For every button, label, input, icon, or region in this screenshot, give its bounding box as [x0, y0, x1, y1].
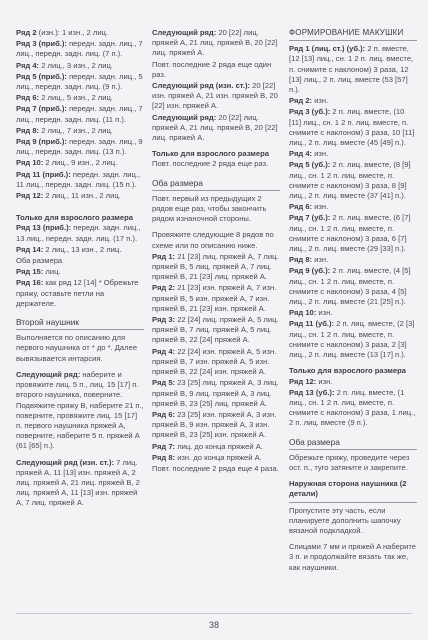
- row-text: 2 лиц., 9 изн., 2 лиц.: [43, 158, 118, 168]
- instruction-row: [152, 60, 280, 80]
- adult-row-list: [16, 223, 144, 309]
- row-text: 2 лиц., 11 изн., 2 лиц.: [43, 191, 121, 201]
- row-text: лиц. до конца пряжей A.: [175, 441, 263, 451]
- row-label: Ряд 2:: [289, 96, 313, 106]
- instruction-row: [16, 72, 144, 92]
- instruction-row: [152, 442, 280, 452]
- instruction-row: [289, 377, 417, 387]
- crown-shaping-heading: ФОРМИРОВАНИЕ МАКУШКИ: [289, 28, 404, 37]
- row-label: Ряд 10:: [16, 158, 44, 168]
- row-label: Следующий ряд (изн. ст.):: [152, 81, 251, 91]
- row-label: Следующий ряд:: [152, 28, 217, 37]
- instruction-row: [152, 347, 280, 378]
- row-text: 2 п. лиц. вместе, (2 [3] лиц., сн. 1 2 п. лиц. вместе, п. снимите с наклоном) 3 раза, 2 [3] лиц., 2 п. лиц. вместе (13 [17] п.).: [289, 319, 415, 360]
- row-label: Ряд 7 (приб.):: [16, 104, 67, 114]
- instruction-row: [16, 137, 144, 157]
- row-text: изн.: [316, 376, 333, 386]
- instruction-row: [289, 149, 417, 159]
- row-label: Ряд 11 (приб.):: [16, 169, 71, 179]
- row-text: изн. до конца пряжей A.: [175, 452, 262, 462]
- row-text: 21 [23] лиц. пряжей A, 7 лиц. пряжей B, 5 лиц. пряжей A, 7 лиц. пряжей B, 21 [23] лиц. пряжей A.: [152, 251, 279, 282]
- next-row-ws-paragraph: Следующий ряд (изн. ст.): 7 лиц. пряжей A, 11 [13] изн. пряжей A, 2 лиц. пряжей A, 21 лиц. пряжей B, 2 лиц. пряжей A, 11 [13] изн. пряжей A, 7 лиц. пряжей A.: [16, 457, 140, 508]
- heading-rule: [152, 190, 280, 191]
- row-label: Ряд 13 (уб.):: [289, 387, 335, 397]
- instruction-row: [16, 256, 144, 266]
- instruction-row: [289, 213, 417, 254]
- adult-size-heading: Только для взрослого размера: [152, 149, 269, 159]
- both-sizes-heading: Оба размера: [152, 177, 203, 188]
- row-label: Ряд 15:: [16, 267, 44, 277]
- instruction-row: [16, 170, 144, 190]
- row-label: Ряд 3:: [152, 315, 176, 325]
- instruction-row: [289, 202, 417, 212]
- row-text: 20 [22] лиц. пряжей A, 21 лиц. пряжей B, 20 [22] лиц. пряжей A.: [152, 28, 278, 58]
- row-text: 20 [22] лиц. пряжей A, 21 лиц. пряжей B, 20 [22] лиц. пряжей A.: [152, 112, 278, 143]
- row-text: передн. задн. лиц., 13 лиц., передн. задн. лиц. (17 п.).: [16, 223, 141, 243]
- instruction-row: [16, 39, 144, 59]
- row-label: Ряд 3 (уб.):: [289, 107, 331, 117]
- row-text: 2 п. лиц. вместе, (6 [7] лиц., сн. 1 2 п. лиц. вместе, п. снимите с наклоном) 3 раза, 6 [7] лиц., 2 п. лиц. вместе (29 [33] п.).: [289, 213, 411, 254]
- instruction-row: [16, 28, 144, 38]
- both-sizes-heading: Оба размера: [289, 436, 340, 447]
- row-label: Ряд 9 (уб.):: [289, 266, 331, 276]
- row-text: 2 п. лиц. вместе, (8 [9] лиц., сн. 1 2 п. лиц. вместе, п. снимите с наклоном) 3 раза, 8 [9] лиц., 2 п. лиц. вместе (37 [41] п.).: [289, 160, 411, 201]
- instruction-row: [16, 245, 144, 255]
- row-label: Ряд 8:: [152, 452, 176, 462]
- row-text: 2 лиц., 3 изн., 2 лиц.: [39, 60, 113, 70]
- row-label: Ряд 3 (приб.):: [16, 39, 67, 49]
- row-label: Ряд 7 (уб.):: [289, 213, 331, 223]
- pattern-row-list: [152, 252, 280, 474]
- row-text: 2 п. лиц. вместе, (4 [5] лиц., сн. 1 2 п. лиц. вместе, п. снимите с наклоном) 3 раза, 4 [5] лиц., 2 п. лиц. вместе (21 [25] п.).: [289, 266, 411, 307]
- row-label: Ряд 8:: [289, 255, 313, 265]
- outer-earflap-text-1: Пропустите эту часть, если планируете дополнить шапочку вязаной подкладкой.: [289, 505, 401, 535]
- row-text: 2 п. лиц. вместе, (1 лиц., сн. 1 2 п. лиц. вместе, п. снимите с наклоном) 3 раза, 1 лиц., 2 п. лиц. вместе (9 п.).: [289, 387, 416, 428]
- both-sizes-text-2: Провяжите следующие 8 рядов по схеме или по описанию ниже.: [152, 230, 274, 250]
- row-text: (изн.): 1 изн., 2 лиц.: [36, 28, 109, 37]
- row-text: передн. задн. лиц., 5 лиц., передн. задн. лиц. (9 п.).: [16, 71, 143, 92]
- row-label: Ряд 10:: [289, 308, 317, 318]
- row-label: Следующий ряд:: [152, 112, 217, 122]
- row-label: Ряд 6:: [289, 202, 313, 212]
- row-label: Ряд 2:: [152, 283, 176, 293]
- heading-rule: [16, 329, 144, 330]
- instruction-row: [16, 61, 144, 71]
- instruction-row: [289, 388, 417, 429]
- instruction-row: [152, 81, 280, 112]
- instruction-row: [289, 266, 417, 307]
- instruction-row: [152, 113, 280, 144]
- row-text: 20 [22] изн. пряжей A, 21 изн. пряжей B, 20 [22] изн. пряжей A.: [152, 81, 278, 111]
- instruction-row: [16, 223, 144, 243]
- footer-rule: [16, 613, 412, 614]
- row-text: передн. задн. лиц., 11 лиц., передн. задн. лиц. (15 п.).: [16, 169, 141, 189]
- row-text: 23 [25] изн. пряжей A, 3 изн. пряжей B, 9 изн. пряжей A, 3 изн. пряжей B, 23 [25] изн. пряжей A.: [152, 409, 277, 440]
- outer-earflap-heading: Наружная сторона наушника (2 детали): [289, 479, 407, 499]
- row-text: 23 [25] лиц. пряжей A, 3 лиц. пряжей B, 9 лиц. пряжей A, 3 лиц. пряжей B, 23 [25] лиц. пряжей A.: [152, 378, 279, 408]
- instruction-row: [289, 44, 417, 95]
- next-row-paragraph: Следующий ряд: наберите и провяжите лиц. 5 п., лиц. 15 [17] п. второго наушника, поверните. Подвяжите пряжу B, наберите 21 п., поверните, провяжите лиц. 15 [17] п. первого наушника пряжей A, поверните, наберите 5 п. пряжей A (61 [65] п.).: [16, 369, 144, 451]
- instruction-row: [152, 252, 280, 283]
- row-label: Ряд 6:: [152, 409, 176, 419]
- both-sizes-text-1: Повт. первый из предыдущих 2 рядов еще раз, чтобы закончить рядом изнаночной стороны.: [152, 193, 267, 224]
- row-text: Оба размера: [16, 256, 63, 266]
- adult-size-heading: Только для взрослого размера: [289, 366, 406, 376]
- row-label: Ряд 4:: [16, 60, 40, 70]
- instruction-row: [16, 191, 144, 201]
- heading-rule: [289, 449, 417, 450]
- instruction-row: [289, 255, 417, 265]
- column-right: [289, 28, 417, 574]
- row-label: Ряд 5 (уб.):: [289, 160, 331, 170]
- both-sizes-text: Обрежьте пряжу, проведите через ост. п., туго затяните и закрепите.: [289, 452, 410, 472]
- row-list: [16, 28, 144, 201]
- row-list-top: [152, 28, 280, 143]
- instruction-row: [289, 107, 417, 148]
- row-text: 2 лиц., 7 изн., 2 лиц.: [39, 125, 113, 135]
- instruction-row: [289, 160, 417, 201]
- row-label: Ряд 6:: [16, 93, 40, 103]
- row-text: изн.: [312, 202, 329, 212]
- adult-size-text: Повт. последние 2 ряда еще раз.: [152, 159, 269, 169]
- second-earflap-heading: Второй наушник: [16, 317, 80, 328]
- instruction-row: [289, 308, 417, 318]
- instruction-row: [16, 267, 144, 277]
- instruction-row: [152, 28, 280, 59]
- instruction-row: [152, 410, 280, 441]
- row-text: лиц.: [43, 267, 61, 277]
- row-label: Ряд 13 (приб.):: [16, 223, 72, 233]
- row-label: Ряд 8:: [16, 125, 40, 135]
- crown-row-list: [289, 44, 417, 360]
- instruction-row: [152, 315, 280, 346]
- row-label: Ряд 12:: [289, 376, 317, 386]
- row-text: Повт. последние 2 ряда еще один раз.: [152, 59, 272, 79]
- instruction-row: [152, 453, 280, 463]
- instruction-row: [152, 378, 280, 409]
- row-text: 2 лиц., 13 изн., 2 лиц.: [43, 244, 122, 254]
- row-text: изн.: [312, 96, 329, 106]
- row-label: Ряд 4:: [289, 149, 313, 159]
- column-middle: [152, 28, 280, 475]
- heading-rule: [289, 502, 417, 503]
- row-text: как ряд 12 [14] * Обрежьте пряжу, оставьте петли на держателе.: [16, 278, 139, 308]
- row-text: 21 [23] изн. пряжей A, 7 изн. пряжей B, 5 изн. пряжей A, 7 изн. пряжей B, 21 [23] изн. пряжей A.: [152, 283, 277, 313]
- second-earflap-text: Выполняется по описанию для первого наушника от * до *. Далее вывязывается интарсия.: [16, 333, 138, 363]
- row-label: Ряд 9 (приб.):: [16, 137, 67, 147]
- instruction-row: [16, 104, 144, 124]
- row-label: Ряд 2: [16, 28, 37, 37]
- row-label: Ряд 1:: [152, 251, 176, 261]
- row-text: 22 [24] лиц. пряжей A, 5 лиц. пряжей B, 7 лиц. пряжей A, 5 лиц. пряжей B, 22 [24] пряжей A.: [152, 315, 279, 345]
- row-text: 2 п. вместе, [12 [13] лиц., сн. 1 2 п. лиц. вместе, п. снимите с наклоном) 3 раза, 12 [13] лиц., 2 п. лиц. вместе (53 [57] п.).: [289, 44, 414, 95]
- row-text: 22 [24] изн. пряжей A, 5 изн. пряжей B, 7 изн. пряжей A, 5 изн. пряжей B, 22 [24] изн. пряжей A.: [152, 346, 277, 377]
- row-text: передн. задн. лиц., 7 лиц., передн. задн. лиц. (11 п.).: [16, 104, 143, 124]
- row-text: изн.: [312, 149, 329, 159]
- instruction-row: [16, 93, 144, 103]
- row-label: Ряд 11 (уб.):: [289, 319, 335, 329]
- row-label: Ряд 7:: [152, 441, 176, 451]
- adult-row-list: [289, 377, 417, 429]
- row-label: Ряд 1 (лиц. ст.) (уб.):: [289, 44, 366, 54]
- row-label: Ряд 12:: [16, 191, 44, 201]
- column-left: [16, 28, 144, 510]
- row-text: изн.: [312, 255, 329, 265]
- row-text: передн. задн. лиц., 9 лиц., передн. задн. лиц. (13 п.).: [16, 137, 143, 157]
- adult-size-heading: Только для взрослого размера: [16, 213, 133, 223]
- row-text: Повт. последние 2 ряда еще 4 раза.: [152, 463, 279, 473]
- row-text: изн.: [316, 308, 333, 318]
- outer-earflap-text-2: Спицами 7 мм и пряжей A наберите 3 п. и продолжайте вязать так же, как наушники.: [289, 542, 416, 572]
- instruction-row: [152, 464, 280, 474]
- heading-rule: [289, 40, 417, 41]
- instruction-row: [289, 319, 417, 360]
- instruction-row: [16, 278, 144, 309]
- row-label: Ряд 5 (приб.):: [16, 71, 67, 81]
- row-label: Ряд 4:: [152, 346, 176, 356]
- row-label: Ряд 5:: [152, 378, 176, 388]
- row-label: Ряд 14:: [16, 244, 44, 254]
- instruction-row: [152, 283, 280, 314]
- row-text: 2 п. лиц. вместе, (10 [11] лиц., сн. 1 2 п. лиц. вместе, п. снимите с наклоном) 3 раза, 10 [11] лиц., 2 п. лиц. вместе (45 [49] п.).: [289, 107, 415, 148]
- page-number: 38: [208, 620, 219, 630]
- row-label: Ряд 16:: [16, 278, 44, 288]
- row-text: передн. задн. лиц., 7 лиц., передн. задн. лиц. (7 п.).: [16, 39, 143, 59]
- instruction-row: [16, 126, 144, 136]
- row-text: 2 лиц., 5 изн., 2 лиц.: [39, 93, 113, 103]
- instruction-row: [289, 96, 417, 106]
- instruction-row: [16, 158, 144, 168]
